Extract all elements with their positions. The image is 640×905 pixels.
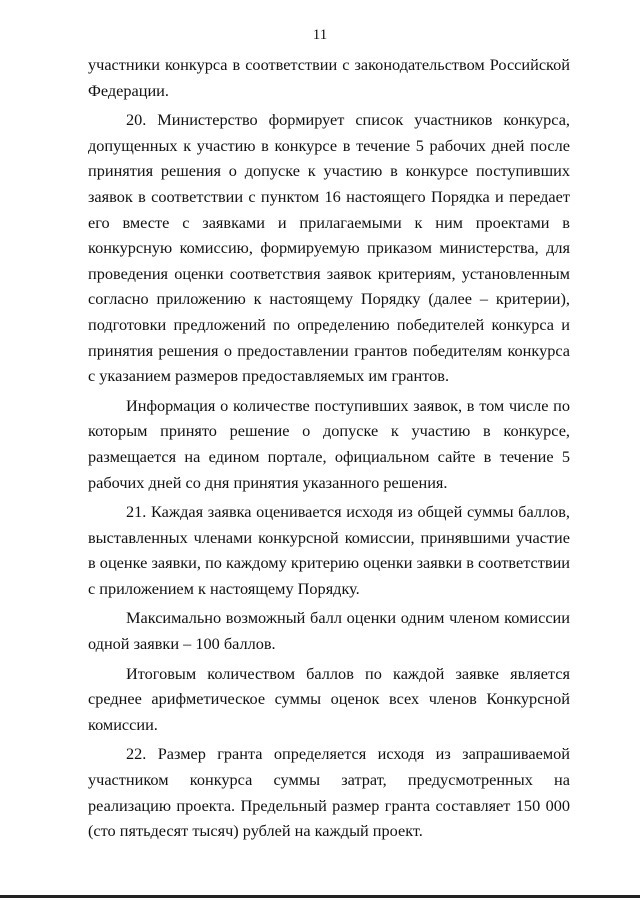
paragraph-info-publication: Информация о количестве поступивших заявок, в том числе по которым принято решение о допуске к участию в конкурсе, размещается на едином портале, официальном сайте в течение 5 рабочих дней со дня принятия указанного решения.: [88, 395, 570, 492]
page-number: 11: [312, 27, 328, 43]
paragraph-max-score: Максимально возможный балл оценки одним членом комиссии одной заявки – 100 баллов.: [88, 608, 570, 654]
paragraph-item-22: 22. Размер гранта определяется исходя из запрашиваемой участником конкурса суммы затрат, предусмотренных на реализацию проекта. Предельный размер гранта составляет 150 000 (сто пятьдесят тысяч) рублей на каждый проект.: [88, 744, 570, 841]
paragraph-item-21: 21. Каждая заявка оценивается исходя из общей суммы баллов, выставленных членами конкурсной комиссии, принявшими участие в оценке заявки, по каждому критерию оценки заявки в соответствии с приложением к настоящему Порядку.: [88, 502, 570, 598]
paragraph-continuation: участники конкурса в соответствии с законодательством Российской Федерации.: [88, 55, 570, 100]
paragraph-final-score: Итоговым количеством баллов по каждой заявке является среднее арифметическое суммы оценок всех членов Конкурсной комиссии.: [88, 663, 570, 734]
paragraph-item-20: 20. Министерство формирует список участников конкурса, допущенных к участию в конкурсе в течение 5 рабочих дней после принятия решения о допуске к участию в конкурсе поступивших заявок в соответствии с пунктом 16 настоящего Порядка и передает его вместе с заявками и прилагаемыми к ним проектами в конкурсную комиссию, формируемую приказом министерства, для проведения оценки соответствия заявок критериям, установленным согласно приложению к настоящему Порядку (далее – критерии), подготовки предложений по определению победителей конкурса и принятия решения о предоставлении грантов победителям конкурса с указанием размеров предоставляемых им грантов.: [88, 110, 570, 386]
document-body: [88, 52, 570, 844]
bottom-scan-edge: [0, 895, 640, 898]
